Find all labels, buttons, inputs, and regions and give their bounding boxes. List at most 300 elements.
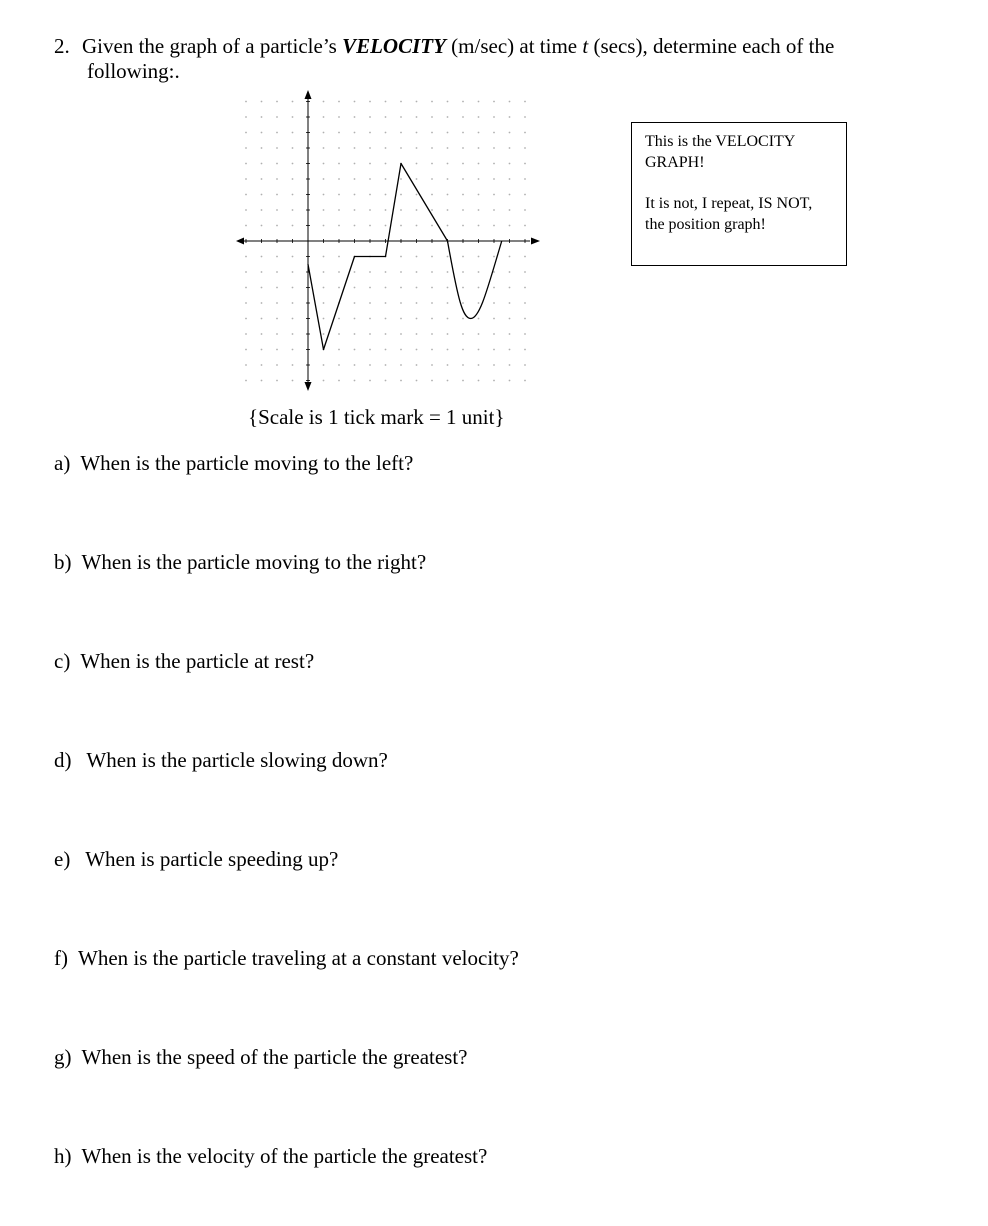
grid-dot <box>369 209 371 211</box>
grid-dot <box>462 318 464 320</box>
grid-dot <box>493 333 495 335</box>
question-label: f) <box>54 946 68 970</box>
grid-dot <box>447 225 449 227</box>
grid-dot <box>462 178 464 180</box>
grid-dot <box>369 178 371 180</box>
grid-dot <box>276 302 278 304</box>
grid-dot <box>431 318 433 320</box>
grid-dot <box>338 380 340 382</box>
grid-dot <box>400 380 402 382</box>
grid-dot <box>338 364 340 366</box>
problem-line-2: following:. <box>87 59 180 83</box>
grid-dot <box>245 132 247 134</box>
grid-dot <box>462 256 464 258</box>
grid-dot <box>524 380 526 382</box>
grid-dot <box>478 349 480 351</box>
grid-dot <box>524 178 526 180</box>
grid-dot <box>431 209 433 211</box>
grid-dot <box>338 163 340 165</box>
grid-dot <box>509 364 511 366</box>
grid-dot <box>385 302 387 304</box>
grid-dot <box>338 333 340 335</box>
grid-dot <box>292 287 294 289</box>
grid-dot <box>400 333 402 335</box>
grid-dot <box>509 225 511 227</box>
grid-dot <box>493 163 495 165</box>
grid-dot <box>245 101 247 103</box>
grid-dot <box>509 116 511 118</box>
grid-dot <box>261 194 263 196</box>
question-text: When is particle speeding up? <box>80 847 339 871</box>
grid-dot <box>447 256 449 258</box>
grid-dot <box>276 349 278 351</box>
grid-dot <box>276 271 278 273</box>
grid-dot <box>354 163 356 165</box>
grid-dot <box>416 380 418 382</box>
grid-dot <box>338 101 340 103</box>
problem-number: 2. <box>54 34 70 58</box>
grid-dot <box>524 349 526 351</box>
grid-dot <box>447 147 449 149</box>
grid-dot <box>493 349 495 351</box>
grid-dot <box>276 287 278 289</box>
grid-dot <box>292 364 294 366</box>
grid-dot <box>245 287 247 289</box>
grid-dot <box>323 194 325 196</box>
grid-dot <box>416 101 418 103</box>
velocity-graph <box>230 86 550 396</box>
grid-dot <box>261 380 263 382</box>
grid-dot <box>447 302 449 304</box>
grid-dot <box>478 116 480 118</box>
grid-dot <box>323 147 325 149</box>
grid-dot <box>385 225 387 227</box>
grid-dot <box>478 163 480 165</box>
grid-dot <box>323 271 325 273</box>
grid-dot <box>524 256 526 258</box>
grid-dot <box>276 147 278 149</box>
grid-dot <box>385 318 387 320</box>
grid-dot <box>416 178 418 180</box>
grid-dot <box>400 271 402 273</box>
grid-dot <box>323 132 325 134</box>
grid-dot <box>369 194 371 196</box>
x-axis-left-arrow <box>236 238 244 245</box>
grid-dot <box>276 380 278 382</box>
grid-dot <box>447 318 449 320</box>
grid-dot <box>369 287 371 289</box>
question-label: e) <box>54 847 71 871</box>
grid-dot <box>524 147 526 149</box>
grid-dot <box>416 225 418 227</box>
grid-dot <box>369 163 371 165</box>
grid-dot <box>276 225 278 227</box>
grid-dot <box>245 225 247 227</box>
grid-dot <box>276 178 278 180</box>
grid-dot <box>524 194 526 196</box>
grid-dot <box>292 225 294 227</box>
grid-dot <box>447 116 449 118</box>
grid-dot <box>400 318 402 320</box>
grid-dot <box>431 271 433 273</box>
grid-dot <box>493 302 495 304</box>
grid-dot <box>509 271 511 273</box>
note-second-paragraph <box>645 193 834 235</box>
grid-dot <box>447 101 449 103</box>
grid-dot <box>524 101 526 103</box>
grid-dot <box>292 256 294 258</box>
grid-dot <box>292 132 294 134</box>
grid-dot <box>385 147 387 149</box>
grid-dot <box>462 302 464 304</box>
grid-dot <box>462 147 464 149</box>
grid-dot <box>431 287 433 289</box>
grid-dot <box>354 271 356 273</box>
grid-dot <box>400 178 402 180</box>
grid-dot <box>509 380 511 382</box>
grid-dot <box>462 194 464 196</box>
velocity-segment <box>324 257 355 350</box>
grid-dot <box>292 349 294 351</box>
grid-dot <box>400 101 402 103</box>
grid-dot <box>276 116 278 118</box>
grid-dot <box>416 287 418 289</box>
grid-dot <box>338 209 340 211</box>
grid-dot <box>292 209 294 211</box>
grid-dot <box>478 178 480 180</box>
grid-dot <box>462 101 464 103</box>
grid-dot <box>509 163 511 165</box>
grid-dot <box>509 333 511 335</box>
grid-dot <box>385 349 387 351</box>
grid-dot <box>431 364 433 366</box>
grid-dot <box>524 209 526 211</box>
grid-dot <box>493 147 495 149</box>
grid-dot <box>400 302 402 304</box>
grid-dot <box>292 318 294 320</box>
grid-dot <box>261 116 263 118</box>
grid-dot <box>400 147 402 149</box>
grid-dot <box>416 256 418 258</box>
grid-dot <box>416 349 418 351</box>
grid-dot <box>478 101 480 103</box>
grid-dot <box>509 194 511 196</box>
grid-dot <box>245 318 247 320</box>
grid-dot <box>369 132 371 134</box>
grid-dot <box>292 116 294 118</box>
grid-dot <box>245 209 247 211</box>
y-axis-top-arrow <box>305 90 312 99</box>
grid-dot <box>478 364 480 366</box>
grid-dot <box>292 302 294 304</box>
question-text: When is the particle moving to the left? <box>80 451 414 475</box>
grid-dot <box>292 101 294 103</box>
grid-dot <box>431 380 433 382</box>
grid-dot <box>292 194 294 196</box>
grid-dot <box>245 380 247 382</box>
grid-dot <box>400 256 402 258</box>
grid-dot <box>431 101 433 103</box>
grid-dot <box>369 333 371 335</box>
note-first-paragraph <box>645 131 834 173</box>
grid-dot <box>478 318 480 320</box>
grid-dot <box>385 287 387 289</box>
grid-dot <box>431 225 433 227</box>
velocity-segment <box>401 164 448 242</box>
grid-dot <box>447 333 449 335</box>
grid-dot <box>261 271 263 273</box>
grid-dot <box>462 132 464 134</box>
grid-dot <box>292 178 294 180</box>
grid-dot <box>509 147 511 149</box>
grid-dot <box>323 116 325 118</box>
grid-dot <box>478 333 480 335</box>
grid-dot <box>509 302 511 304</box>
grid-dot <box>416 209 418 211</box>
grid-dot <box>462 380 464 382</box>
grid-dot <box>493 194 495 196</box>
grid-dot <box>416 364 418 366</box>
grid-dot <box>431 302 433 304</box>
grid-dot <box>385 101 387 103</box>
grid-dot <box>462 209 464 211</box>
grid-dot <box>524 271 526 273</box>
grid-dot <box>261 333 263 335</box>
grid-dot <box>400 116 402 118</box>
grid-dot <box>354 349 356 351</box>
grid-dot <box>431 333 433 335</box>
grid-dot <box>400 287 402 289</box>
grid-dot <box>323 101 325 103</box>
grid-dot <box>524 225 526 227</box>
grid-dot <box>478 147 480 149</box>
grid-dot <box>276 209 278 211</box>
question-label: b) <box>54 550 72 574</box>
question-label: g) <box>54 1045 72 1069</box>
grid-dot <box>354 178 356 180</box>
grid-dot <box>509 178 511 180</box>
grid-dot <box>323 318 325 320</box>
grid-dot <box>338 349 340 351</box>
grid-dot <box>524 318 526 320</box>
grid-dot <box>493 101 495 103</box>
grid-dot <box>245 147 247 149</box>
question-text: When is the velocity of the particle the greatest? <box>81 1144 488 1168</box>
grid-dot <box>354 194 356 196</box>
grid-dot <box>323 225 325 227</box>
grid-dot <box>385 380 387 382</box>
grid-dot <box>400 194 402 196</box>
grid-dot <box>478 271 480 273</box>
grid-dot <box>447 178 449 180</box>
grid-dot <box>385 333 387 335</box>
grid-dot <box>354 302 356 304</box>
grid-dot <box>261 163 263 165</box>
question-text: When is the particle moving to the right? <box>81 550 427 574</box>
grid-dot <box>385 209 387 211</box>
grid-dot <box>276 132 278 134</box>
grid-dot <box>354 101 356 103</box>
grid-dot <box>276 256 278 258</box>
grid-dot <box>462 116 464 118</box>
grid-dot <box>400 364 402 366</box>
grid-dot <box>493 209 495 211</box>
grid-dot <box>416 333 418 335</box>
scale-caption: {Scale is 1 tick mark = 1 unit} <box>248 405 505 429</box>
grid-dot <box>323 209 325 211</box>
grid-dot <box>478 132 480 134</box>
grid-dot <box>416 132 418 134</box>
grid-dot <box>431 178 433 180</box>
note-line-1: This is the VELOCITY <box>645 133 796 150</box>
note-line-2: GRAPH! <box>645 154 705 171</box>
velocity-segment <box>386 164 402 257</box>
grid-dot <box>292 163 294 165</box>
question-b <box>54 550 426 575</box>
grid-dot <box>369 318 371 320</box>
grid-dot <box>369 116 371 118</box>
grid-dot <box>524 132 526 134</box>
question-d <box>54 748 388 773</box>
grid-dot <box>338 271 340 273</box>
grid-dot <box>245 364 247 366</box>
grid-dot <box>493 318 495 320</box>
grid-dot <box>245 116 247 118</box>
grid-dot <box>276 333 278 335</box>
question-text: When is the particle at rest? <box>80 649 315 673</box>
grid-dot <box>447 271 449 273</box>
grid-dot <box>338 318 340 320</box>
question-f <box>54 946 519 971</box>
grid-dot <box>447 163 449 165</box>
x-axis-right-arrow <box>531 238 540 245</box>
problem-prefix: Given the graph of a particle’s <box>82 34 343 58</box>
grid-dot <box>385 194 387 196</box>
problem-suffix: (secs), determine each of the <box>588 34 835 58</box>
grid-dot <box>276 101 278 103</box>
grid-dot <box>261 132 263 134</box>
question-label: c) <box>54 649 71 673</box>
question-a <box>54 451 413 476</box>
time-variable: t <box>582 34 589 58</box>
grid-dot <box>478 380 480 382</box>
velocity-parabola <box>448 241 502 319</box>
grid-dot <box>261 209 263 211</box>
grid-dot <box>493 287 495 289</box>
grid-dot <box>524 287 526 289</box>
grid-dot <box>385 116 387 118</box>
grid-dot <box>292 380 294 382</box>
grid-dot <box>509 256 511 258</box>
grid-dot <box>493 364 495 366</box>
grid-dot <box>323 287 325 289</box>
grid-dot <box>261 318 263 320</box>
grid-dot <box>493 256 495 258</box>
grid-dot <box>524 163 526 165</box>
grid-dot <box>431 163 433 165</box>
grid-dot <box>338 194 340 196</box>
grid-dot <box>431 132 433 134</box>
velocity-segment <box>308 264 324 349</box>
grid-dot <box>524 116 526 118</box>
grid-dot <box>245 302 247 304</box>
grid-dot <box>369 349 371 351</box>
grid-dot <box>276 318 278 320</box>
grid-dot <box>385 364 387 366</box>
grid-dot <box>323 380 325 382</box>
grid-dot <box>400 132 402 134</box>
question-g <box>54 1045 468 1070</box>
grid-dot <box>323 178 325 180</box>
grid-dot <box>478 194 480 196</box>
grid-dot <box>292 333 294 335</box>
grid-dot <box>509 209 511 211</box>
grid-dot <box>431 147 433 149</box>
grid-dot <box>447 380 449 382</box>
grid-dot <box>261 178 263 180</box>
grid-dot <box>338 116 340 118</box>
grid-dot <box>261 302 263 304</box>
grid-dot <box>385 271 387 273</box>
grid-dot <box>509 349 511 351</box>
grid-dot <box>416 163 418 165</box>
grid-dot <box>524 364 526 366</box>
question-label: d) <box>54 748 72 772</box>
grid-dot <box>416 147 418 149</box>
grid-dot <box>245 194 247 196</box>
question-e <box>54 847 338 872</box>
grid-dot <box>416 116 418 118</box>
grid-dot <box>509 287 511 289</box>
grid-dot <box>292 147 294 149</box>
grid-dot <box>369 271 371 273</box>
grid-dot <box>245 256 247 258</box>
grid-dot <box>462 225 464 227</box>
grid-dot <box>416 271 418 273</box>
grid-dot <box>447 194 449 196</box>
grid-dot <box>478 225 480 227</box>
grid-dot <box>323 163 325 165</box>
grid-dot <box>261 349 263 351</box>
grid-dot <box>323 302 325 304</box>
grid-dot <box>369 225 371 227</box>
grid-dot <box>385 178 387 180</box>
grid-dot <box>462 287 464 289</box>
grid-dot <box>447 209 449 211</box>
grid-dot <box>400 349 402 351</box>
grid-dot <box>369 147 371 149</box>
grid-dot <box>261 256 263 258</box>
grid-dot <box>493 225 495 227</box>
grid-dot <box>431 194 433 196</box>
grid-dot <box>478 209 480 211</box>
grid-dot <box>261 225 263 227</box>
grid-dot <box>369 302 371 304</box>
grid-dot <box>493 116 495 118</box>
grid-dot <box>431 116 433 118</box>
question-text: When is the speed of the particle the greatest? <box>81 1045 468 1069</box>
grid-dot <box>354 318 356 320</box>
grid-dot <box>261 101 263 103</box>
grid-dot <box>493 178 495 180</box>
grid-dot <box>369 380 371 382</box>
grid-dot <box>400 209 402 211</box>
grid-dot <box>245 271 247 273</box>
grid-dot <box>245 163 247 165</box>
grid-dot <box>447 132 449 134</box>
grid-dot <box>261 364 263 366</box>
grid-dot <box>416 318 418 320</box>
